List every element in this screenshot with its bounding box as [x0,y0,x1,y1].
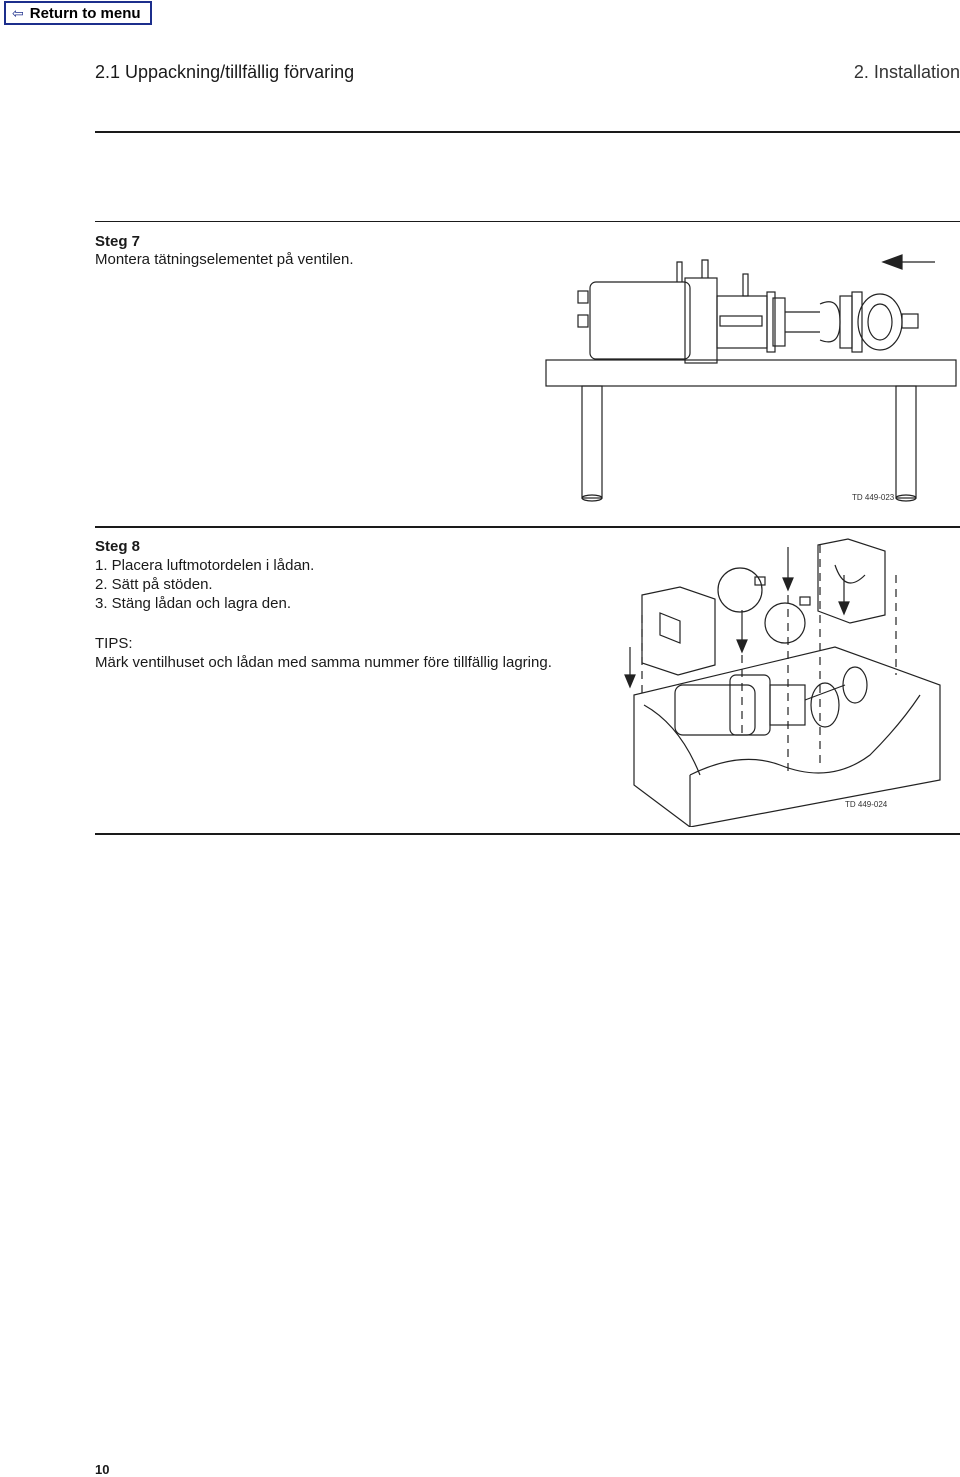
step8-figure [620,535,960,827]
chapter-title: 2. Installation [853,62,960,82]
step7-text: Montera tätningselementet på ventilen. [95,251,354,268]
step7-figure-code: TD 449-023 [852,493,895,502]
return-to-menu-label: Return to menu [29,4,141,22]
step7-rule [95,221,960,222]
return-to-menu-button[interactable] [4,1,152,25]
tips-heading: TIPS: [95,635,133,652]
section-title: 2.1 Uppackning/tillfällig förvaring [95,62,355,82]
step8-item-1: 1. Placera luftmotordelen i lådan. [95,557,315,574]
page-number: 10 [95,1462,110,1477]
step8-bottom-rule [95,833,960,835]
tips-text: Märk ventilhuset och lådan med samma nummer före tillfällig lagring. [95,654,552,671]
step8-item-3: 3. Stäng lådan och lagra den. [95,595,291,612]
step7-figure [540,240,960,510]
step8-rule [95,526,960,528]
header-rule [95,131,960,133]
step8-figure-code: TD 449-024 [845,800,888,809]
arrow-left-icon: ⇦ [12,4,24,21]
step8-item-2: 2. Sätt på stöden. [95,576,213,593]
step7-heading: Steg 7 [95,233,141,250]
step8-heading: Steg 8 [95,538,141,555]
